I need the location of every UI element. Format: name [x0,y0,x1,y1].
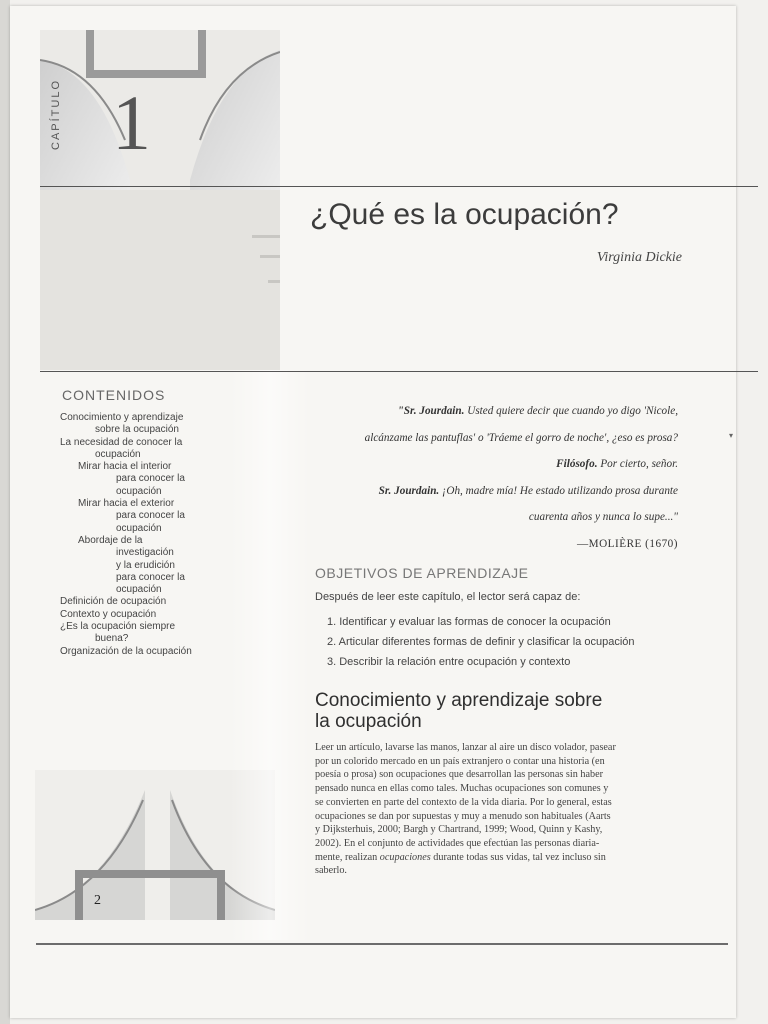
page-number: 2 [94,893,101,908]
margin-marker: ▾ [729,431,734,440]
objective-item: 1. Identificar y evaluar las formas de conocer la ocupación [327,616,611,628]
contents-item: Mirar hacia el interior [78,461,172,473]
contents-item: Abordaje de la [78,534,143,546]
objectives-list [327,612,635,672]
contents-item: para conocer la [116,510,185,522]
epigraph-line: "Sr. Jourdain. Usted quiere decir que cuando yo digo 'Nicole, [397,405,678,417]
contents-item: ocupación [95,448,141,460]
contents-item: investigación [116,547,174,559]
contents-item: sobre la ocupación [95,424,179,436]
chapter-number: 1 [112,79,151,166]
contents-item: y la erudición [116,559,175,571]
author-name: Virginia Dickie [596,250,682,265]
contents-item: ocupación [116,485,162,497]
contents-item: ocupación [116,584,162,596]
chapter-ornament [40,30,280,370]
contents-item: Mirar hacia el exterior [78,498,175,510]
footer-rule [36,943,728,945]
epigraph-line: cuarenta años y nunca lo supe..." [528,511,678,523]
contents-item: ocupación [116,522,162,534]
objectives-intro: Después de leer este capítulo, el lector será capaz de: [315,591,581,603]
contents-item: Contexto y ocupación [60,608,157,620]
contents-item: Definición de ocupación [60,596,167,608]
contents-heading: CONTENIDOS [62,387,166,403]
chapter-title: ¿Qué es la ocupación? [310,198,619,231]
header-rule-top [40,186,758,187]
objective-item: 2. Articular diferentes formas de definir y clasificar la ocupación [327,636,635,648]
objective-item: 3. Describir la relación entre ocupación y contexto [327,656,571,668]
header-rule-bottom [40,371,758,372]
epigraph-line: Filósofo. Por cierto, señor. [556,458,678,470]
contents-item: para conocer la [116,571,185,583]
contents-item: para conocer la [116,473,185,485]
section-heading: Conocimiento y aprendizaje sobre la ocupación [315,690,603,732]
scan-shadow [230,370,310,940]
scan-edge [0,0,10,1024]
epigraph-citation: —MOLIÈRE (1670) [576,537,678,550]
contents-item: La necesidad de conocer la [60,436,183,448]
contents-item: buena? [95,633,129,645]
objectives-heading: OBJETIVOS DE APRENDIZAJE [315,565,529,581]
contents-list [60,412,192,658]
contents-item: Conocimiento y aprendizaje [60,412,184,423]
section-body: Leer un artículo, lavarse las manos, lanzar al aire un disco volador, pasear por un colorido mercado en un país extranjero o contar una historia (en poesía o prosa) son ocupaciones que desarrollan las personas sin haber pensado nunca en ellas como tales. Muchas ocupaciones son comunes y se convierten en parte del contexto de la vida diaria. Por lo general, estas ocupaciones se dan por supuestas y muy a menudo son habituales (Aarts y Dijksterhuis, 2000; Bargh y Chartrand, 1999; Wood, Quinn y Kashy, 2002). En el conjunto de actividades que efectúan las personas diaria- mente, realizan ocupaciones durante todas sus vidas, tal vez incluso sin saberlo. [315,742,616,877]
chapter-label: CAPÍTULO [50,78,62,150]
epigraph-line: alcánzame las pantuflas' o 'Tráeme el gorro de noche', ¿eso es prosa? [364,431,678,444]
epigraph-line: Sr. Jourdain. ¡Oh, madre mía! He estado utilizando prosa durante [378,484,678,497]
contents-item: Organización de la ocupación [60,645,192,657]
contents-item: ¿Es la ocupación siempre [60,621,176,633]
epigraph [300,398,678,557]
